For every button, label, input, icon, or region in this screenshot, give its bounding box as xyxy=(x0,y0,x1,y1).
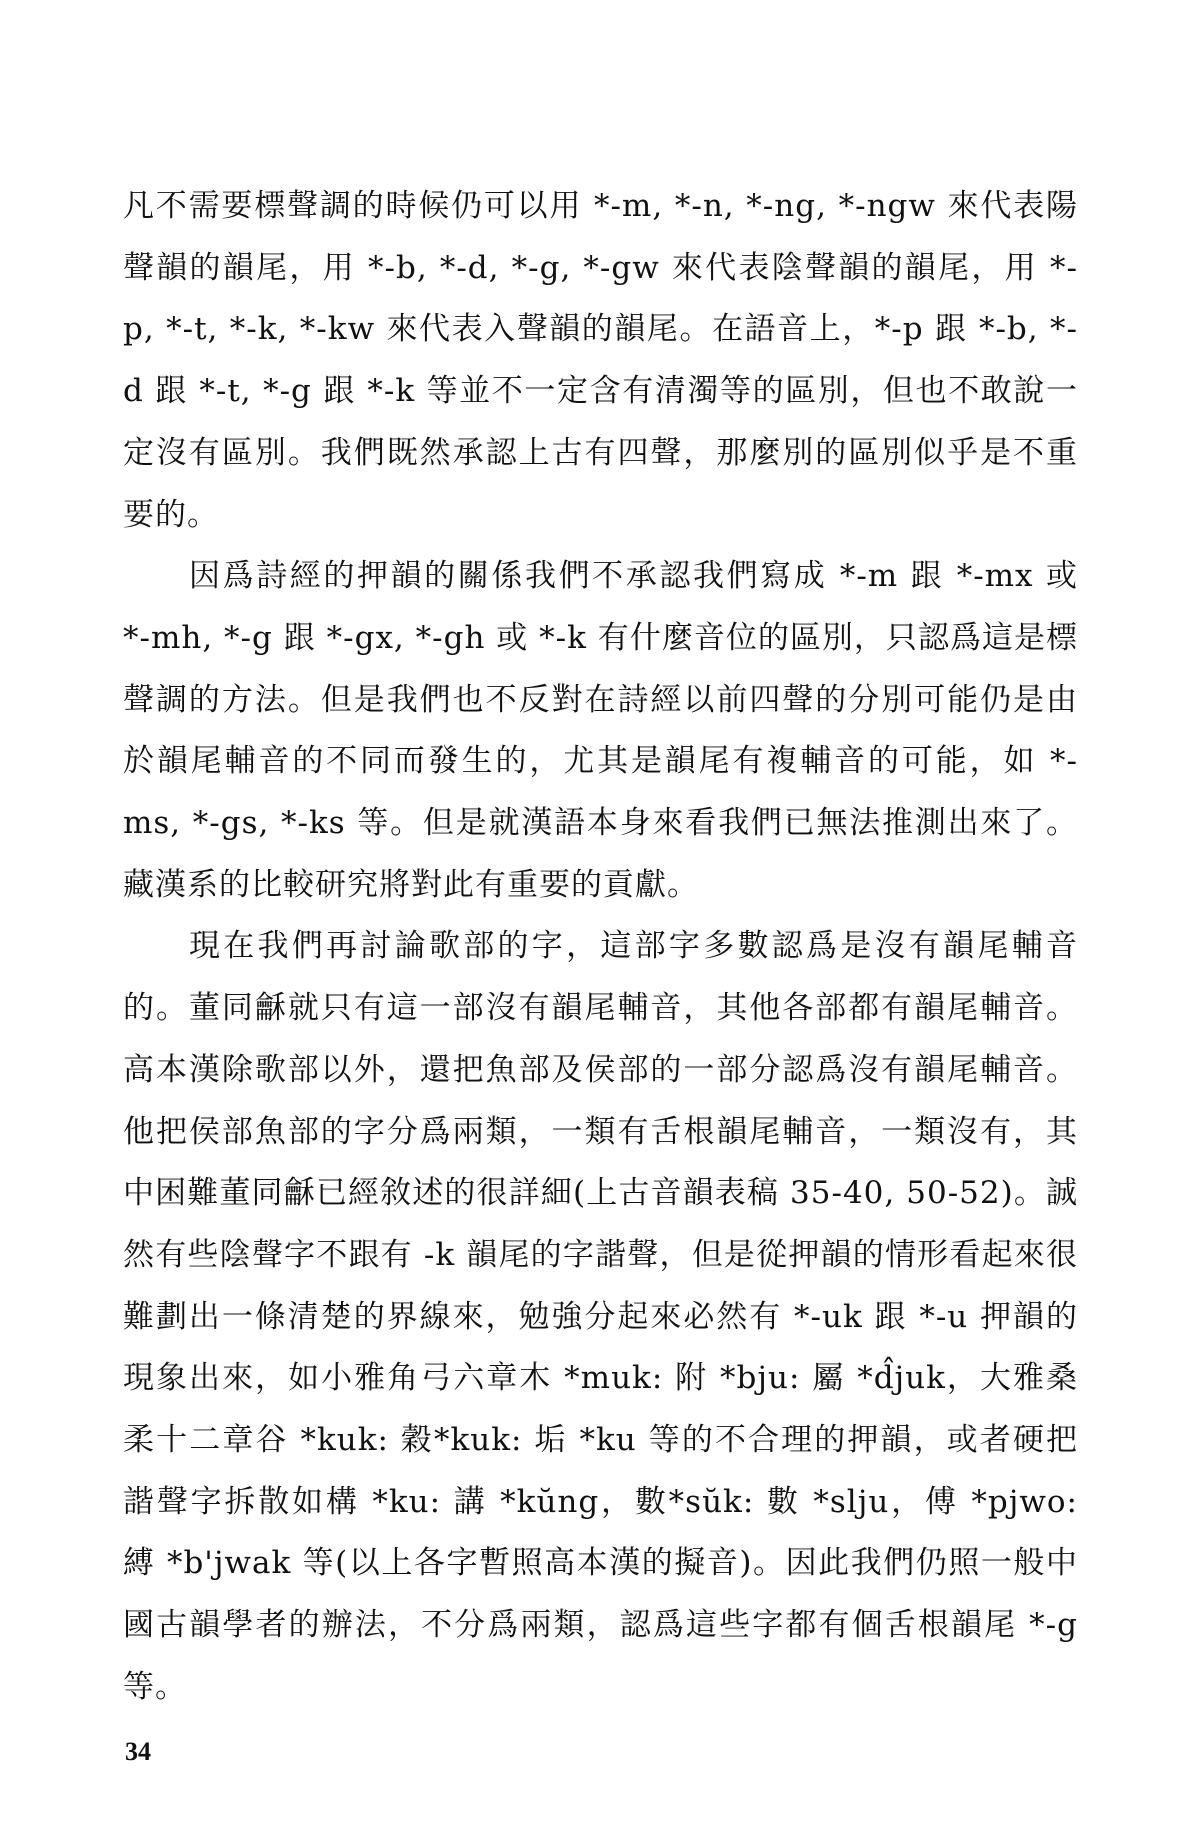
body-text xyxy=(123,176,1078,1719)
paragraph-1: 凡不需要標聲調的時候仍可以用 *-m, *-n, *-ng, *-ngw 來代表陽聲韻的韻尾，用 *-b, *-d, *-g, *-gw 來代表陰聲韻的韻尾，用 *-p, *-t, *-k, *-kw 來代表入聲韻的韻尾。在語音上，*-p 跟 *-b, *-d 跟 *-t, *-g 跟 *-k 等並不一定含有清濁等的區別，但也不敢說一定沒有區別。我們既然承認上古有四聲，那麼別的區別似乎是不重要的。 xyxy=(123,188,1078,533)
page-number: 34 xyxy=(125,1737,151,1766)
paragraph-2: 因爲詩經的押韻的關係我們不承認我們寫成 *-m 跟 *-mx 或 *-mh, *-g 跟 *-gx, *-gh 或 *-k 有什麼音位的區別，只認爲這是標聲調的方法。但是我們也不反對在詩經以前四聲的分別可能仍是由於韻尾輔音的不同而發生的，尤其是韻尾有複輔音的可能，如 *-ms, *-gs, *-ks 等。但是就漢語本身來看我們已無法推測出來了。藏漢系的比較研究將對此有重要的貢獻。 xyxy=(123,558,1078,903)
paragraph-3: 現在我們再討論歌部的字，這部字多數認爲是沒有韻尾輔音的。董同龢就只有這一部沒有韻尾輔音，其他各部都有韻尾輔音。高本漢除歌部以外，還把魚部及侯部的一部分認爲沒有韻尾輔音。他把侯部魚部的字分爲兩類，一類有舌根韻尾輔音，一類沒有，其中困難董同龢已經敘述的很詳細(上古音韻表稿 35-40, 50-52)。誠然有些陰聲字不跟有 -k 韻尾的字諧聲，但是從押韻的情形看起來很難劃出一條清楚的界線來，勉強分起來必然有 *-uk 跟 *-u 押韻的現象出來，如小雅角弓六章木 *muk: 附 *bju: 屬 *d̂juk，大雅桑柔十二章谷 *kuk: 穀*kuk: 垢 *ku 等的不合理的押韻，或者硬把諧聲字拆散如構 *ku: 講 *kŭng，數*sŭk: 數 *slju，傅 *pjwo: 縛 *b'jwak 等(以上各字暫照高本漢的擬音)。因此我們仍照一般中國古韻學者的辦法，不分爲兩類，認爲這些字都有個舌根韻尾 *-g 等。 xyxy=(123,928,1078,1705)
